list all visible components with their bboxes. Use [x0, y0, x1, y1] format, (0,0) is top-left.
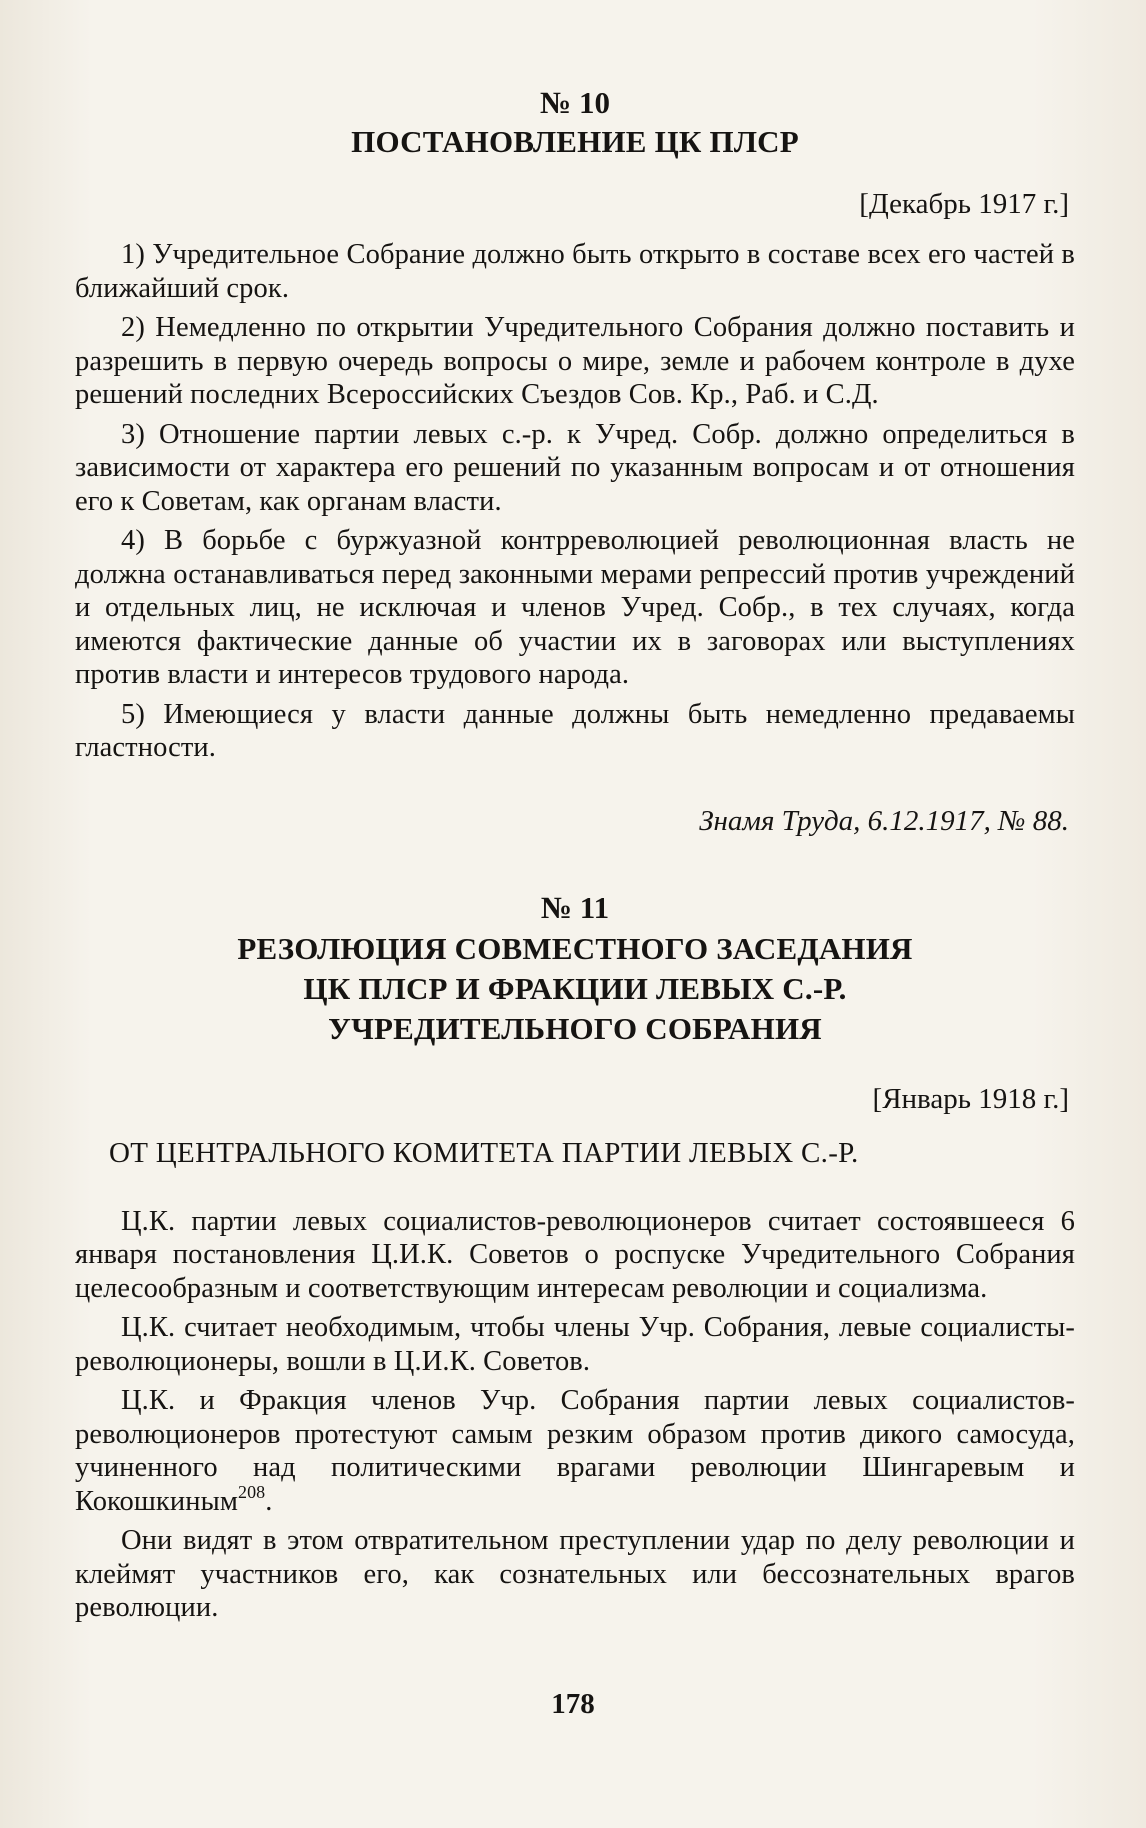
section2-paragraph-3: [75, 1384, 1075, 1518]
section2-paragraph-4: Они видят в этом отвратительном преступлении удар по делу революции и клеймят участников его, как сознательных или бессознательных врагов революции.: [75, 1525, 1075, 1623]
section2-title: [75, 929, 1075, 1049]
section1-title: ПОСТАНОВЛЕНИЕ ЦК ПЛСР: [351, 124, 799, 159]
section1-paragraph-2: 2) Немедленно по открытии Учредительного Собрания должно поставить и разрешить в первую очередь вопросы о мире, земле и рабочем контроле в духе решений последних Всероссийских Съездов Сов. Кр., Раб. и С.Д.: [75, 312, 1075, 410]
section2-paragraph-1: Ц.К. партии левых социалистов-революционеров считает состоявшееся 6 января постановления Ц.И.К. Советов о роспуске Учредительного Собрания целесообразным и соответствующим интересам революции и социализма.: [75, 1205, 1075, 1304]
section2-date: [Январь 1918 г.]: [872, 1082, 1069, 1115]
section2-paragraph-3-end: .: [265, 1485, 273, 1517]
section1-paragraph-1: 1) Учредительное Собрание должно быть открыто в составе всех его частей в ближайший срок.: [75, 239, 1075, 304]
section2-paragraph-3-text: Ц.К. и Фракция членов Учр. Собрания партии левых социалистов-революционеров протестуют самым резким образом против дикого самосуда, учиненного над политическими врагами революции Шингаревым и Кокошкиным: [75, 1385, 1075, 1517]
section1-source: Знамя Труда, 6.12.1917, № 88.: [699, 804, 1069, 837]
page-content: [75, 84, 1075, 1631]
page-number: 178: [551, 1688, 595, 1720]
footnote-marker: 208: [237, 1481, 266, 1502]
section2-title-line-1: РЕЗОЛЮЦИЯ СОВМЕСТНОГО ЗАСЕДАНИЯ: [237, 930, 913, 966]
section1-paragraph-4: 4) В борьбе с буржуазной контрреволюцией революционная власть не должна останавливаться перед законными мерами репрессий против учреждений и отдельных лиц, не исключая и членов Учред. Собр., в тех случаях, когда имеются фактические данные об участии их в заговорах или выступлениях против власти и интересов трудового народа.: [75, 525, 1075, 690]
section2-number: № 11: [540, 889, 610, 925]
section1-number: № 10: [540, 85, 610, 120]
section2-title-line-3: УЧРЕДИТЕЛЬНОГО СОБРАНИЯ: [328, 1010, 822, 1046]
section2-heading: ОТ ЦЕНТРАЛЬНОГО КОМИТЕТА ПАРТИИ ЛЕВЫХ С.-Р.: [109, 1136, 859, 1169]
section2-title-line-2: ЦК ПЛСР И ФРАКЦИИ ЛЕВЫХ С.-Р.: [303, 970, 847, 1006]
section1-date: [Декабрь 1917 г.]: [859, 188, 1069, 220]
section1-paragraph-3: 3) Отношение партии левых с.-р. к Учред. Собр. должно определиться в зависимости от характера его решений по указанным вопросам и от отношения его к Советам, как органам власти.: [75, 418, 1075, 517]
section2-paragraph-2: Ц.К. считает необходимым, чтобы члены Учр. Собрания, левые социалисты-революционеры, вошли в Ц.И.К. Советов.: [75, 1312, 1075, 1377]
section1-paragraph-5: 5) Имеющиеся у власти данные должны быть немедленно предаваемы гластности.: [75, 698, 1075, 763]
